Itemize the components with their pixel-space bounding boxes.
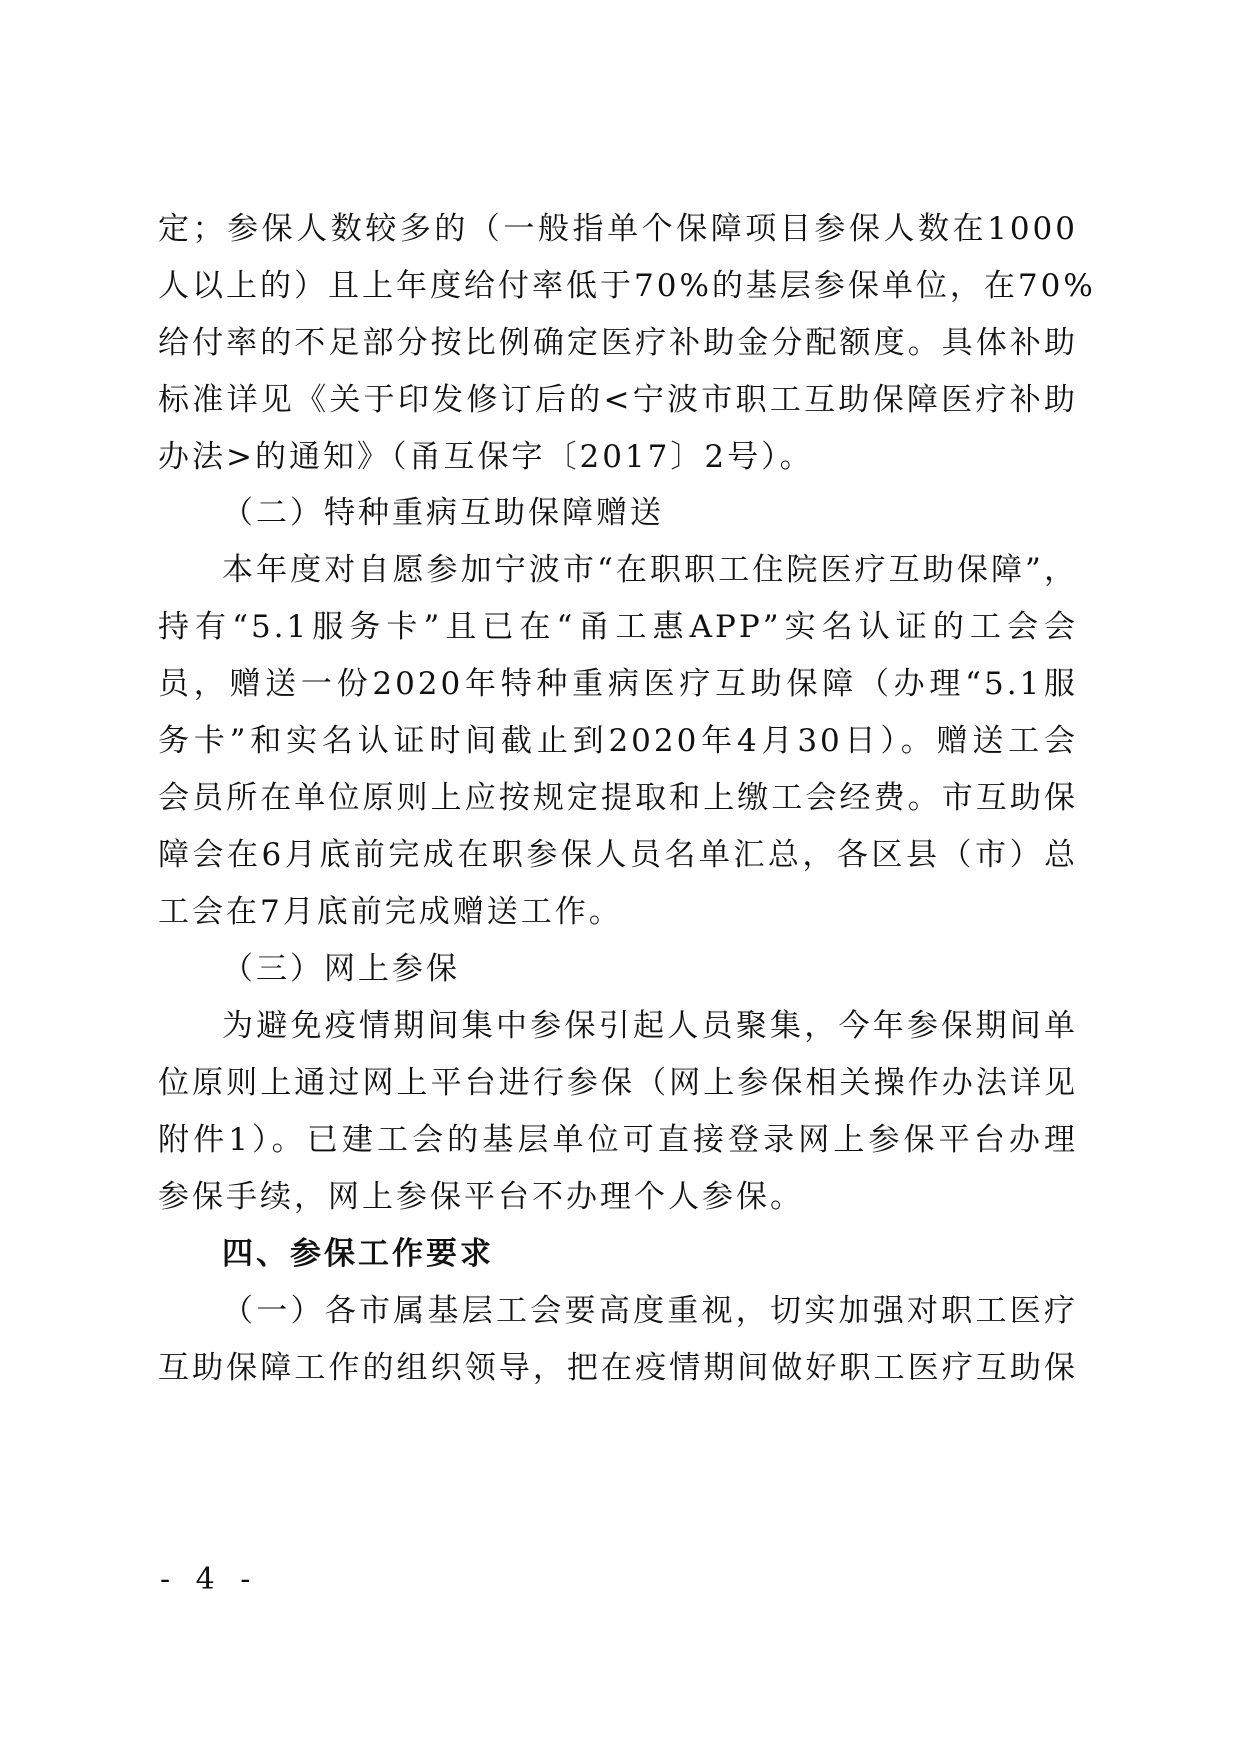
paragraph-line: 互助保障工作的组织领导，把在疫情期间做好职工医疗互助保: [158, 1350, 1078, 1386]
paragraph-line: 障会在6月底前完成在职参保人员名单汇总，各区县（市）总: [158, 837, 1078, 873]
paragraph-line: 位原则上通过网上平台进行参保（网上参保相关操作办法详见: [158, 1065, 1078, 1101]
paragraph-line: 本年度对自愿参加宁波市“在职职工住院医疗互助保障”，: [222, 552, 1078, 588]
section-heading: （三）网上参保: [222, 951, 460, 987]
paragraph-line: 人以上的）且上年度给付率低于70%的基层参保单位，在70%: [158, 268, 1096, 304]
paragraph-line: 定；参保人数较多的（一般指单个保障项目参保人数在1000: [158, 211, 1078, 247]
paragraph-line: 给付率的不足部分按比例确定医疗补助金分配额度。具体补助: [158, 325, 1078, 361]
chapter-heading: 四、参保工作要求: [222, 1236, 494, 1272]
paragraph-line: 标准详见《关于印发修订后的<宁波市职工互助保障医疗补助: [158, 382, 1078, 418]
paragraph-line: 办法>的通知》（甬互保字〔2017〕2号）。: [158, 439, 814, 475]
paragraph-line: 为避免疫情期间集中参保引起人员聚集，今年参保期间单: [222, 1008, 1078, 1044]
paragraph-line: 附件1）。已建工会的基层单位可直接登录网上参保平台办理: [158, 1122, 1078, 1158]
page-number: - 4 -: [160, 1562, 259, 1597]
paragraph-line: 员，赠送一份2020年特种重病医疗互助保障（办理“5.1服: [158, 666, 1078, 702]
paragraph-line: （一）各市属基层工会要高度重视，切实加强对职工医疗: [222, 1293, 1078, 1329]
paragraph-line: 持有“5.1服务卡”且已在“甬工惠APP”实名认证的工会会: [158, 609, 1078, 645]
paragraph-line: 工会在7月底前完成赠送工作。: [158, 894, 623, 930]
section-heading: （二）特种重病互助保障赠送: [222, 495, 664, 531]
paragraph-line: 参保手续，网上参保平台不办理个人参保。: [158, 1179, 804, 1215]
paragraph-line: 会员所在单位原则上应按规定提取和上缴工会经费。市互助保: [158, 780, 1078, 816]
paragraph-line: 务卡”和实名认证时间截止到2020年4月30日）。赠送工会: [158, 723, 1078, 759]
